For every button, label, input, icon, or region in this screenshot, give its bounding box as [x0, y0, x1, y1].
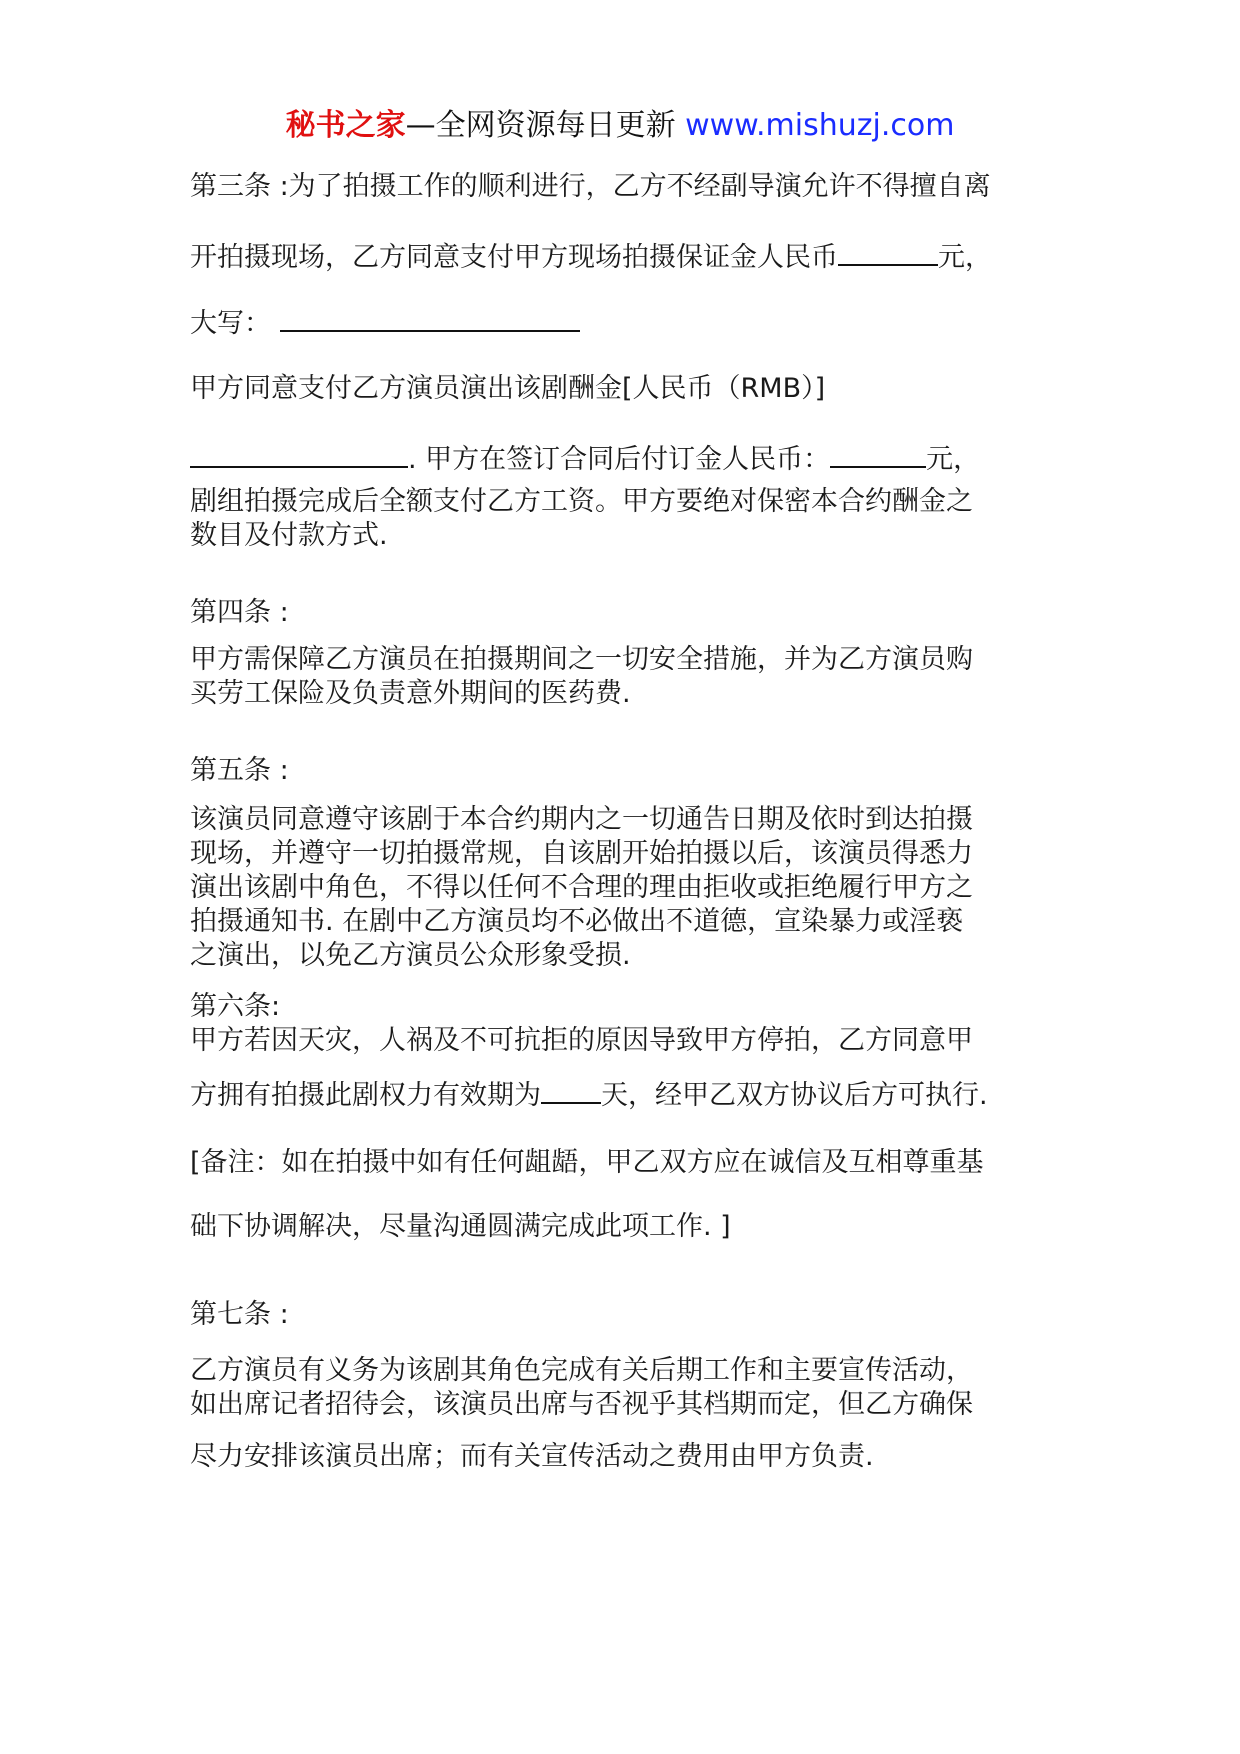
site-brand: 秘书之家: [285, 108, 406, 143]
article-6-heading: 第六条:: [190, 991, 281, 1022]
article-3-line-2-text: 开拍摄现场，乙方同意支付甲方现场拍摄保证金人民币: [190, 242, 838, 273]
article-7-heading: 第七条 :: [190, 1299, 289, 1330]
capital-amount-label: 大写：: [190, 308, 271, 339]
article-4-line-1: 甲方需保障乙方演员在拍摄期间之一切安全措施，并为乙方演员购: [190, 644, 973, 675]
article-7-line-2: 如出席记者招待会，该演员出席与否视乎其档期而定，但乙方确保: [190, 1389, 973, 1420]
page-header: [0, 100, 1240, 144]
remark-line-1: [备注：如在拍摄中如有任何龃龉，甲乙双方应在诚信及互相尊重基: [190, 1147, 984, 1178]
article-3-line-1: 第三条 :为了拍摄工作的顺利进行，乙方不经副导演允许不得擅自离: [190, 171, 991, 202]
remark-line-2: 础下协调解决，尽量沟通圆满完成此项工作. ]: [190, 1211, 731, 1242]
article-3-line-5: [190, 440, 980, 477]
article-3-line-2: [190, 238, 992, 275]
article-3-line-4: 甲方同意支付乙方演员演出该剧酬金[人民币（RMB）]: [190, 373, 826, 404]
article-7-line-3: 尽力安排该演员出席；而有关宣传活动之费用由甲方负责.: [190, 1441, 874, 1472]
article-5-line-4: 拍摄通知书. 在剧中乙方演员均不必做出不道德，宣染暴力或淫亵: [190, 906, 964, 937]
article-5-line-1: 该演员同意遵守该剧于本合约期内之一切通告日期及依时到达拍摄: [190, 804, 973, 835]
article-3-line-5-unit: 元，: [926, 444, 981, 475]
article-5-line-3: 演出该剧中角色，不得以任何不合理的理由拒收或拒绝履行甲方之: [190, 872, 973, 903]
article-6-line-2-text: 方拥有拍摄此剧权力有效期为: [190, 1080, 541, 1111]
article-6-line-2: [190, 1076, 988, 1113]
article-5-heading: 第五条 :: [190, 755, 289, 786]
site-url: www.mishuzj.com: [685, 108, 955, 143]
article-6-line-2-tail: 天，经甲乙双方协议后方可执行.: [601, 1080, 988, 1111]
site-tagline: —全网资源每日更新: [405, 108, 686, 143]
deposit-amount-blank: [838, 238, 938, 266]
capital-amount-blank: [280, 304, 580, 332]
fee-amount-blank: [190, 440, 408, 468]
article-3-line-5-text: . 甲方在签订合同后付订金人民币：: [408, 444, 831, 475]
article-3-line-6: 剧组拍摄完成后全额支付乙方工资。甲方要绝对保密本合约酬金之: [190, 486, 973, 517]
down-payment-blank: [830, 440, 926, 468]
article-4-heading: 第四条 :: [190, 597, 289, 628]
article-7-line-1: 乙方演员有义务为该剧其角色完成有关后期工作和主要宣传活动，: [190, 1355, 973, 1386]
article-3-line-7: 数目及付款方式.: [190, 520, 388, 551]
article-4-line-2: 买劳工保险及负责意外期间的医药费.: [190, 678, 631, 709]
article-6-line-1: 甲方若因天灾，人祸及不可抗拒的原因导致甲方停拍，乙方同意甲: [190, 1025, 973, 1056]
article-5-line-2: 现场，并遵守一切拍摄常规，自该剧开始拍摄以后，该演员得悉力: [190, 838, 973, 869]
article-5-line-5: 之演出，以免乙方演员公众形象受损.: [190, 940, 631, 971]
article-3-line-3: [190, 304, 580, 341]
validity-days-blank: [541, 1076, 601, 1104]
article-3-line-2-unit: 元，: [938, 242, 992, 273]
